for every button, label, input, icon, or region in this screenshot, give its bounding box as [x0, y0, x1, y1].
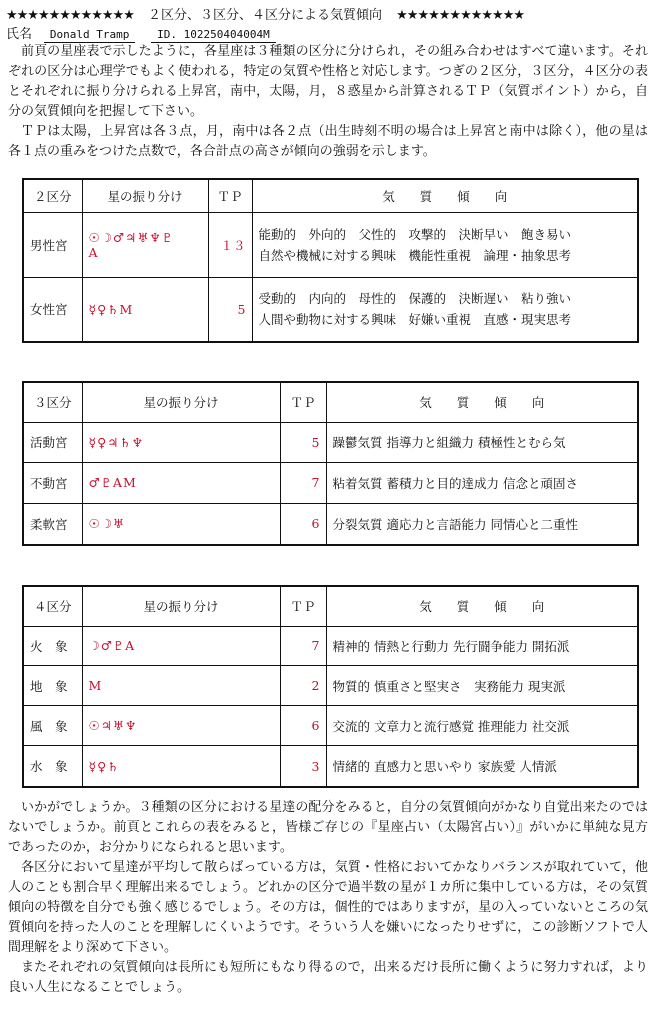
intro-text [8, 42, 648, 162]
page-header [6, 4, 656, 23]
trait-cell: 粘着気質 蓄積力と目的達成力 信念と頑固さ [326, 463, 638, 504]
header-division: ３区分 [23, 382, 82, 422]
category-cell: 火 象 [23, 626, 82, 666]
tp-cell: 6 [280, 706, 326, 746]
header-planets: 星の振り分け [82, 179, 208, 213]
table-row [23, 277, 638, 342]
planet-symbols-extra: A [88, 245, 99, 261]
planets-cell [82, 213, 208, 278]
table-row [23, 422, 638, 463]
star-border-right: ★★★★★★★★★★★★ [396, 8, 525, 23]
star-border-left: ★★★★★★★★★★★★ [6, 8, 134, 23]
table-row [23, 213, 638, 278]
header-planets: 星の振り分け [82, 586, 280, 626]
category-cell: 柔軟宮 [23, 503, 82, 545]
three-division-table [22, 381, 639, 546]
planets-cell: ☿♀♃♄♆ [82, 422, 280, 463]
category-cell: 活動宮 [23, 422, 82, 463]
trait-line-2: 自然や機械に対する興味 機能性重視 論理・抽象思考 [258, 248, 572, 264]
trait-cell: 躁鬱気質 指導力と組織力 積極性とむら気 [326, 422, 638, 463]
table-header-row [23, 179, 638, 213]
table-header-row [23, 382, 638, 422]
header-tp: ＴＰ [280, 586, 326, 626]
conclusion-text [8, 798, 648, 998]
category-cell: 女性宮 [23, 277, 82, 342]
tp-cell: 6 [280, 503, 326, 545]
trait-cell: 物質的 慎重さと堅実さ 実務能力 現実派 [326, 666, 638, 706]
planets-cell: M [82, 666, 280, 706]
trait-cell: 精神的 情熱と行動力 先行闘争能力 開拓派 [326, 626, 638, 666]
header-trait: 気 質 傾 向 [252, 179, 638, 213]
planets-cell: ♂♇AM [82, 463, 280, 504]
table-row [23, 666, 638, 706]
trait-cell: 交流的 文章力と流行感覚 推理能力 社交派 [326, 706, 638, 746]
trait-line-2: 人間や動物に対する興味 好嫌い重視 直感・現実思考 [258, 312, 572, 328]
tp-cell: 2 [280, 666, 326, 706]
name-label: 氏名 [6, 27, 33, 42]
header-division: ２区分 [23, 179, 82, 213]
trait-cell: 情緒的 直感力と思いやり 家族愛 人情派 [326, 746, 638, 787]
tp-cell: 3 [280, 746, 326, 787]
planets-cell: ☉☽♅ [82, 503, 280, 545]
table-row [23, 463, 638, 504]
tp-cell: 7 [280, 463, 326, 504]
header-trait: 気 質 傾 向 [326, 586, 638, 626]
table-row [23, 626, 638, 666]
tp-cell: １３ [208, 213, 252, 278]
trait-cell [252, 277, 638, 342]
name-value: Donald Tramp [44, 28, 135, 43]
tp-cell: 7 [280, 626, 326, 666]
conclusion-paragraph-3: またそれぞれの気質傾向は長所にも短所にもなり得るので，出来るだけ長所に働くように努力すれば，より良い人生になることでしょう。 [8, 960, 648, 995]
planets-cell [82, 277, 208, 342]
trait-cell: 分裂気質 適応力と言語能力 同情心と二重性 [326, 503, 638, 545]
trait-line-1: 能動的 外向的 父性的 攻撃的 決断早い 飽き易い [258, 227, 572, 243]
page-title: ２区分、３区分、４区分による気質傾向 [148, 8, 383, 23]
table-header-row [23, 586, 638, 626]
two-division-table [22, 178, 639, 343]
conclusion-paragraph-2: 各区分において星達が平均して散らばっている方は，気質・性格においてかなりバランスが取れていて，他人のことも割合早く理解出来るでしょう。どれかの区分で過半数の星が１カ所に集中している方は，その気質傾向の特徴を自分でも強く感じるでしょう。その方は，個性的ではありますが，星の入っていないところの気質傾向を持った人のことを理解しにくいようです。そういう人を嫌いになったりせずに，この診断ソフトで人間理解をより深めて下さい。 [8, 860, 648, 955]
header-tp: ＴＰ [280, 382, 326, 422]
planets-cell: ☽♂♇A [82, 626, 280, 666]
category-cell: 水 象 [23, 746, 82, 787]
table-row [23, 746, 638, 787]
tp-cell: 5 [280, 422, 326, 463]
name-line [6, 23, 276, 43]
table-row [23, 503, 638, 545]
header-planets: 星の振り分け [82, 382, 280, 422]
trait-line-1: 受動的 内向的 母性的 保護的 決断遅い 粘り強い [258, 291, 572, 307]
category-cell: 男性宮 [23, 213, 82, 278]
four-division-table [22, 585, 639, 788]
header-division: ４区分 [23, 586, 82, 626]
category-cell: 風 象 [23, 706, 82, 746]
planets-cell: ☿♀♄ [82, 746, 280, 787]
intro-paragraph-1: 前頁の星座表で示したように，各星座は３種類の区分に分けられ，その組み合わせはすべて違います。それぞれの区分は心理学でもよく使われる，特定の気質や性格と対応します。つぎの２区分，３区分，４区分の表とそれぞれに振り分けられる上昇宮，南中，太陽，月，８惑星から計算されるＴＰ（気質ポイント）から，自分の気質傾向を把握して下さい。 [8, 44, 648, 119]
category-cell: 地 象 [23, 666, 82, 706]
header-trait: 気 質 傾 向 [326, 382, 638, 422]
id-value: ID. 102250404004M [151, 28, 276, 43]
header-tp: ＴＰ [208, 179, 252, 213]
table-row [23, 706, 638, 746]
trait-cell [252, 213, 638, 278]
planet-symbols: ☿♀♄M [88, 301, 134, 317]
planet-symbols: ☉☽♂♃♅♆♇ [88, 230, 174, 246]
planets-cell: ☉♃♅♆ [82, 706, 280, 746]
tp-cell: 5 [208, 277, 252, 342]
category-cell: 不動宮 [23, 463, 82, 504]
intro-paragraph-2: ＴＰは太陽，上昇宮は各３点，月，南中は各２点（出生時刻不明の場合は上昇宮と南中は除く），他の星は各１点の重みをつけた点数で，各合計点の高さが傾向の強弱を示します。 [8, 124, 648, 159]
conclusion-paragraph-1: いかがでしょうか。３種類の区分における星達の配分をみると，自分の気質傾向がかなり自覚出来たのではないでしょうか。前頁とこれらの表をみると，皆様ご存じの『星座占い（太陽宮占い）』がいかに単純な見方であったのか，お分かりになられると思います。 [8, 800, 648, 855]
